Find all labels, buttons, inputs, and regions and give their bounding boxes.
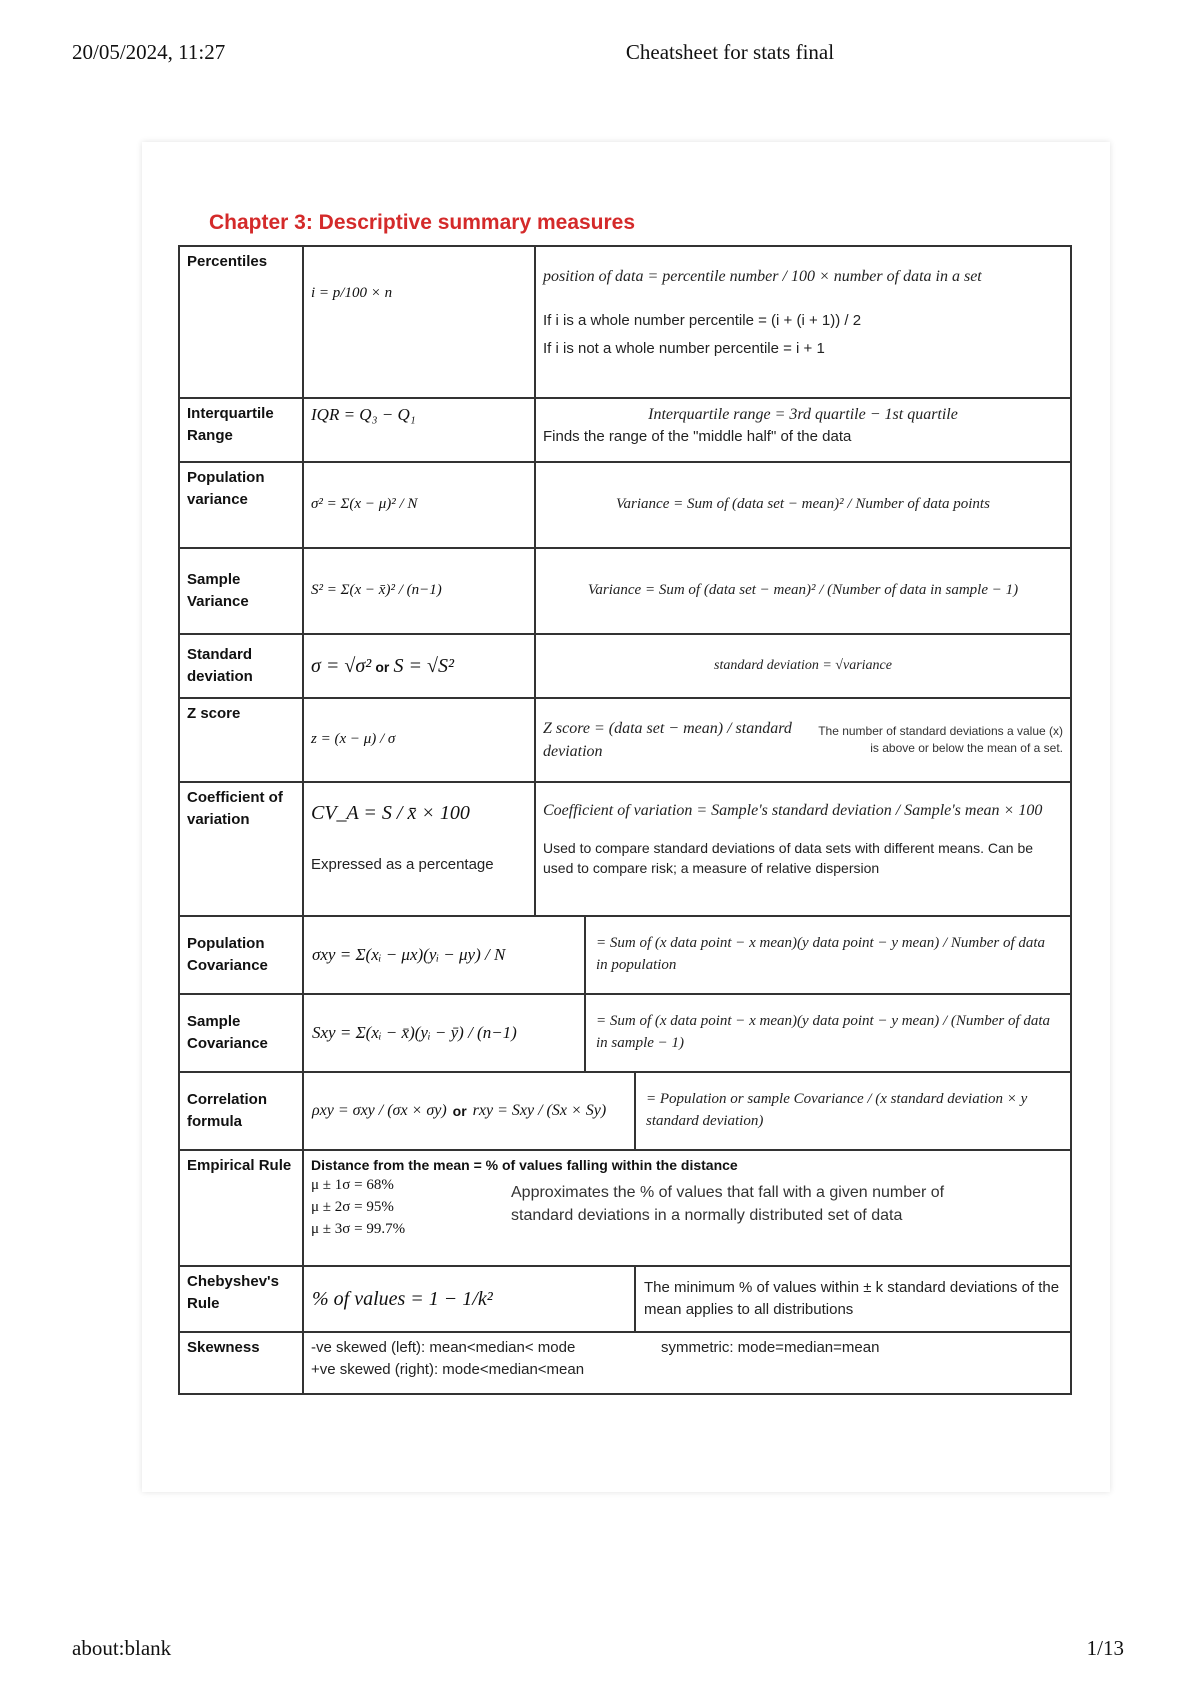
table-row (179, 462, 1071, 548)
formula-sample-correlation: rxy = Sxy / (Sx × Sy) (472, 1102, 607, 1120)
table-row (179, 246, 1071, 398)
formula-cv: CV_A = S / x̄ × 100 (311, 802, 470, 824)
row-label: Skewness (179, 1332, 303, 1394)
formula-iqr: IQR = Q₃ − Q₁ (303, 398, 535, 462)
table-row (179, 1072, 1071, 1150)
sample-covariance-desc: = Sum of (x data point − x mean)(y data point − y mean) / (Number of data in sample − 1) (584, 995, 1070, 1071)
table-row (179, 1266, 1071, 1332)
cheatsheet-table (178, 245, 1072, 1395)
formula-s-sd: S = √S² (393, 654, 455, 677)
formula-sigma-sd: σ = √σ² (311, 654, 372, 677)
percentile-not-whole-note: If i is not a whole number percentile = i + 1 (543, 339, 825, 357)
sample-variance-desc: Variance = Sum of (data set − mean)² / (Number of data in sample − 1) (535, 548, 1071, 634)
formula-sample-covariance: Sxy = Σ(xᵢ − x̄)(yᵢ − ȳ) / (n−1) (312, 1022, 517, 1042)
table-row (179, 782, 1071, 916)
cv-desc: Coefficient of variation = Sample's standard deviation / Sample's mean × 100 (543, 802, 1043, 819)
pop-covariance-desc: = Sum of (x data point − x mean)(y data point − y mean) / Number of data in population (584, 917, 1070, 993)
empirical-heading: Distance from the mean = % of values falling within the distance (311, 1157, 738, 1173)
row-label: Coefficient of variation (179, 782, 303, 916)
percentile-position-desc: position of data = percentile number / 100 × number of data in a set (543, 268, 982, 285)
formula-chebyshev: % of values = 1 − 1/k² (312, 1287, 493, 1310)
row-label: Sample Variance (179, 548, 303, 634)
cv-left-note: Expressed as a percentage (311, 856, 494, 873)
row-label: Standard deviation (179, 634, 303, 698)
table-row (179, 698, 1071, 782)
or-connector: or (375, 658, 390, 675)
table-row (179, 994, 1071, 1072)
table-row (179, 916, 1071, 994)
row-label: Interquartile Range (179, 398, 303, 462)
header-title: Cheatsheet for stats final (625, 40, 835, 64)
table-row (179, 1332, 1071, 1394)
empirical-rule-1: μ ± 1σ = 68% (311, 1177, 394, 1194)
skew-positive: +ve skewed (right): mode<median<mean (311, 1360, 585, 1378)
row-label: Correlation formula (179, 1072, 303, 1150)
skew-negative: -ve skewed (left): mean<median< mode (311, 1339, 576, 1356)
row-label: Chebyshev's Rule (179, 1266, 303, 1332)
correlation-desc: = Population or sample Covariance / (x standard deviation × y standard deviation) (634, 1073, 1070, 1149)
zscore-note: The number of standard deviations a value (x) is above or below the mean of a set. (818, 723, 1063, 755)
or-connector: or (452, 1102, 467, 1119)
std-dev-desc: standard deviation = √variance (535, 634, 1071, 698)
table-row (179, 398, 1071, 462)
percentile-whole-note: If i is a whole number percentile = (i + (i + 1)) / 2 (543, 312, 862, 330)
formula-pop-variance: σ² = Σ(x − μ)² / N (303, 462, 535, 548)
table-row (179, 1150, 1071, 1266)
table-row (179, 634, 1071, 698)
row-label: Percentiles (179, 246, 303, 398)
row-label: Population variance (179, 462, 303, 548)
row-label: Sample Covariance (179, 994, 303, 1072)
chebyshev-note: The minimum % of values within ± k standard deviations of the mean applies to all distributions (634, 1267, 1070, 1331)
skew-symmetric: symmetric: mode=median=mean (661, 1339, 880, 1356)
chapter-title: Chapter 3: Descriptive summary measures (209, 211, 636, 234)
row-label: Z score (179, 698, 303, 782)
formula-percentile: i = p/100 × n (303, 246, 535, 398)
footer-page-number: 1/13 (1086, 1636, 1124, 1660)
zscore-desc: Z score = (data set − mean) / standard deviation (543, 719, 792, 760)
formula-zscore: z = (x − μ) / σ (303, 698, 535, 782)
formula-pop-correlation: ρxy = σxy / (σx × σy) (312, 1102, 447, 1120)
empirical-rule-2: μ ± 2σ = 95% (311, 1199, 394, 1216)
row-label: Population Covariance (179, 916, 303, 994)
iqr-note: Finds the range of the "middle half" of the data (543, 428, 852, 446)
formula-sample-variance: S² = Σ(x − x̄)² / (n−1) (303, 548, 535, 634)
formula-pop-covariance: σxy = Σ(xᵢ − μx)(yᵢ − μy) / N (312, 944, 506, 964)
empirical-note: Approximates the % of values that fall with a given number of standard deviations in a normally distributed set of data (511, 1184, 945, 1225)
table-row (179, 548, 1071, 634)
empirical-rule-3: μ ± 3σ = 99.7% (311, 1220, 406, 1237)
row-label: Empirical Rule (179, 1150, 303, 1266)
pop-variance-desc: Variance = Sum of (data set − mean)² / Number of data points (535, 462, 1071, 548)
cv-note: Used to compare standard deviations of data sets with different means. Can be used to compare risk; a measure of relative dispersion (543, 840, 1034, 877)
iqr-desc: Interquartile range = 3rd quartile − 1st quartile (648, 406, 958, 423)
header-datetime: 20/05/2024, 11:27 (72, 40, 226, 64)
footer-url: about:blank (72, 1636, 172, 1660)
